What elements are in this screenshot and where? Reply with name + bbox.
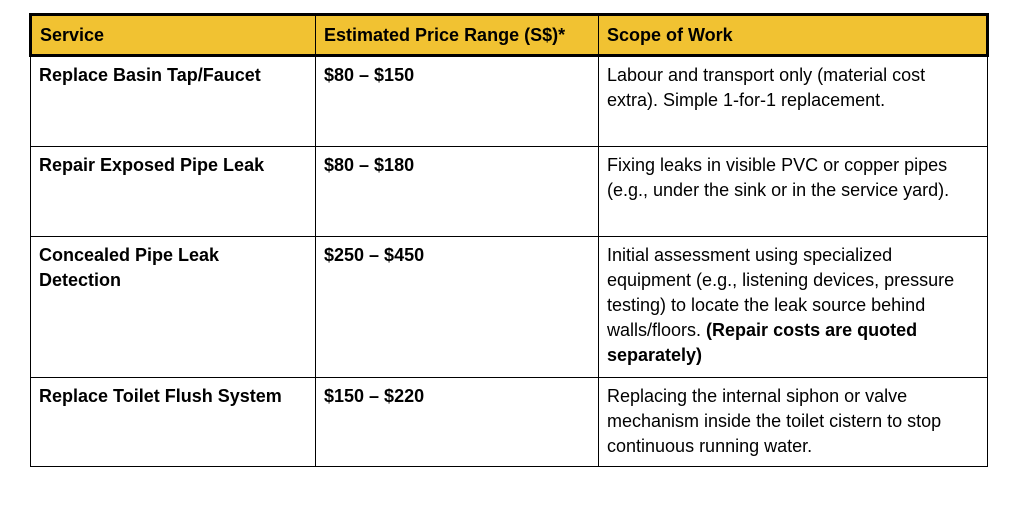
header-service: Service [31, 15, 316, 56]
pricing-table [29, 13, 989, 467]
header-scope: Scope of Work [599, 15, 988, 56]
price-cell: $250 – $450 [316, 237, 599, 378]
scope-text: Labour and transport only (material cost extra). Simple 1-for-1 replacement. [607, 65, 926, 110]
service-name: Repair Exposed Pipe Leak [39, 155, 265, 175]
service-cell [31, 147, 316, 237]
scope-cell [599, 237, 988, 378]
service-name: Replace Toilet Flush System [39, 386, 282, 406]
scope-note: (Repair costs are quoted separately) [607, 320, 918, 365]
service-cell [31, 378, 316, 467]
pricing-table-container [29, 13, 989, 467]
scope-text: Fixing leaks in visible PVC or copper pipes (e.g., under the sink or in the service yard). [607, 155, 950, 200]
service-cell [31, 237, 316, 378]
price-cell: $80 – $180 [316, 147, 599, 237]
service-name: Concealed Pipe Leak [39, 245, 220, 265]
table-header [31, 15, 988, 56]
table-row [31, 237, 988, 378]
service-name: Replace Basin Tap/Faucet [39, 65, 261, 85]
price-cell: $150 – $220 [316, 378, 599, 467]
header-price: Estimated Price Range (S$)* [316, 15, 599, 56]
scope-cell [599, 378, 988, 467]
scope-cell [599, 147, 988, 237]
scope-cell [599, 56, 988, 147]
table-row [31, 56, 988, 147]
header-row [31, 15, 988, 56]
scope-text: Initial assessment using specialized equipment (e.g., listening devices, pressure testing) to locate the leak source behind walls/floors. [607, 245, 955, 340]
service-cell [31, 56, 316, 147]
table-row [31, 147, 988, 237]
service-name-cont: Detection [39, 270, 122, 290]
price-cell: $80 – $150 [316, 56, 599, 147]
scope-text: Replacing the internal siphon or valve mechanism inside the toilet cistern to stop continuous running water. [607, 386, 942, 456]
table-body [31, 56, 988, 467]
table-row [31, 378, 988, 467]
